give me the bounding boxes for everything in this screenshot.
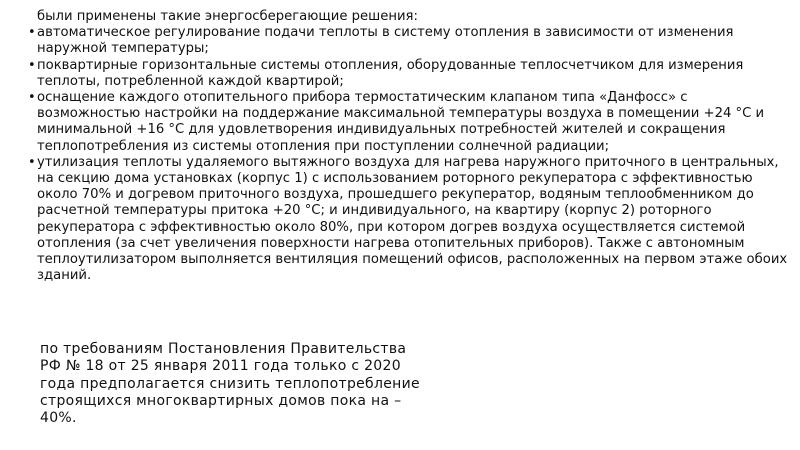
intro-text: были применены такие энергосберегающие решения: [37,9,418,24]
footnote-text: по требованиям Постановления Правительства РФ № 18 от 25 января 2011 года только с 2020 года предполагается снизить теплопотребление строящихся многоквартирных домов пока на –40%. [40,341,420,427]
energy-saving-measures [28,9,788,284]
bullet-text: утилизация теплоты удаляемого вытяжного воздуха для нагрева наружного приточного в центральных, на секцию дома установках (корпус 1) с использованием роторного рекуператора с эффективностью около 70% и догревом приточного воздуха, прошедшего рекуператор, водяным теплообменником до расчетной температуры притока +20 °С; и индивидуального, на квартиру (корпус 2) роторного рекуператора с эффективностью около 80%, при котором догрев воздуха осуществляется системой отопления (за счет увеличения поверхности нагрева отопительных приборов). Также с автономным теплоутилизатором выполняется вентиляция помещений офисов, расположенных на первом этаже обоих зданий. [37,154,788,284]
bullet-text: поквартирные горизонтальные системы отопления, оборудованные теплосчетчиком для измерения теплоты, потребленной каждой квартирой; [37,57,744,89]
bullet-list [28,25,788,284]
list-item [28,90,788,155]
bullet-icon: • [28,154,36,170]
bullet-icon: • [28,90,36,106]
list-item [28,25,788,57]
list-item [28,58,788,90]
list-item [28,155,788,285]
bullet-text: автоматическое регулирование подачи теплоты в систему отопления в зависимости от изменения наружной температуры; [37,25,734,57]
bullet-icon: • [28,57,36,73]
bullet-icon: • [28,25,36,41]
bullet-text: оснащение каждого отопительного прибора термостатическим клапаном типа «Данфосс» с возможностью настройки на поддержание максимальной температуры воздуха в помещении +24 °С и минимальной +16 °С для удовлетворения индивидуальных потребностей жителей и сокращения теплопотребления из системы отопления при поступлении солнечной радиации; [37,90,765,154]
